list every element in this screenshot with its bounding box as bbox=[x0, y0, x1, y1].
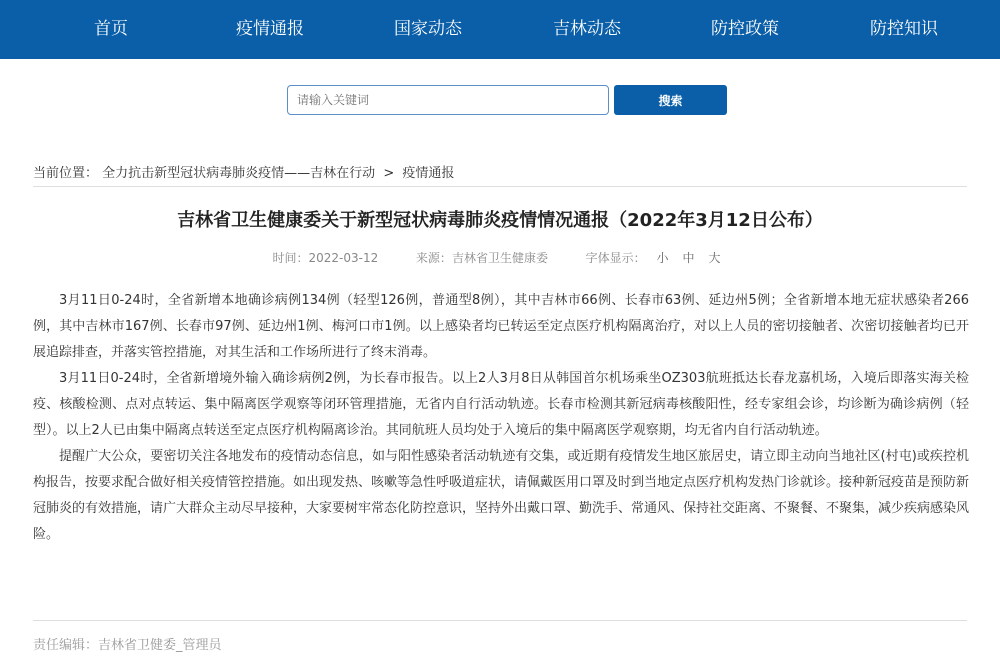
top-navbar bbox=[0, 0, 1000, 59]
nav-item-label: 疫情通报 bbox=[236, 19, 304, 39]
breadcrumb-link-jilin-action[interactable]: 全力抗击新型冠状病毒肺炎疫情——吉林在行动 bbox=[102, 166, 376, 181]
breadcrumb-link-epidemic-report[interactable]: 疫情通报 bbox=[402, 166, 455, 181]
article-title: 吉林省卫生健康委关于新型冠状病毒肺炎疫情情况通报（2022年3月12日公布） bbox=[177, 210, 823, 231]
nav-item-label: 国家动态 bbox=[394, 19, 462, 39]
font-size-large-button[interactable]: 大 bbox=[708, 251, 721, 265]
breadcrumb-prefix: 当前位置： bbox=[33, 166, 99, 181]
nav-item-prevention-knowledge[interactable] bbox=[834, 0, 974, 59]
article-paragraph: 3月11日0-24时，全省新增境外输入确诊病例2例，为长春市报告。以上2人3月8日从韩国首尔机场乘坐OZ303航班抵达长春龙嘉机场，入境后即落实海关检疫、核酸检测、点对点转运、集中隔离医学观察等闭环管理措施，无省内自行活动轨迹。长春市检测其新冠病毒核酸阳性，经专家组会诊，均诊断为确诊病例（轻型）。以上2人已由集中隔离点转送至定点医疗机构隔离诊治。其同航班人员均处于入境后的集中隔离医学观察期，均无省内自行活动轨迹。 bbox=[33, 371, 969, 438]
responsible-editor bbox=[33, 634, 222, 653]
nav-item-label: 防控政策 bbox=[711, 19, 779, 39]
nav-item-jilin-news[interactable] bbox=[517, 0, 657, 59]
nav-item-label: 吉林动态 bbox=[553, 19, 621, 39]
editor-label: 责任编辑： bbox=[33, 638, 99, 653]
nav-item-label: 防控知识 bbox=[870, 19, 938, 39]
nav-item-label: 首页 bbox=[94, 19, 128, 39]
footer-divider bbox=[33, 620, 967, 621]
nav-item-epidemic-report[interactable] bbox=[200, 0, 340, 59]
article-body bbox=[33, 288, 969, 548]
search-input[interactable] bbox=[287, 85, 609, 115]
nav-item-national-news[interactable] bbox=[358, 0, 498, 59]
breadcrumb bbox=[33, 162, 454, 181]
source-label: 来源： bbox=[415, 251, 452, 265]
search-button[interactable]: 搜索 bbox=[614, 85, 727, 115]
time-value: 2022-03-12 bbox=[308, 251, 379, 265]
article-paragraph: 提醒广大公众，要密切关注各地发布的疫情动态信息，如与阳性感染者活动轨迹有交集，或近期有疫情发生地区旅居史，请立即主动向当地社区(村屯)或疾控机构报告，按要求配合做好相关疫情管控措施。如出现发热、咳嗽等急性呼吸道症状，请佩戴医用口罩及时到当地定点医疗机构发热门诊就诊。接种新冠疫苗是预防新冠肺炎的有效措施，请广大群众主动尽早接种，大家要树牢常态化防控意识，坚持外出戴口罩、勤洗手、常通风、保持社交距离、不聚餐、不聚集，减少疾病感染风险。 bbox=[33, 449, 970, 542]
font-size-small-button[interactable]: 小 bbox=[656, 251, 669, 265]
font-size-medium-button[interactable]: 中 bbox=[682, 251, 695, 265]
article-paragraph: 3月11日0-24时，全省新增本地确诊病例134例（轻型126例，普通型8例），其中吉林市66例、长春市63例、延边州5例；全省新增本地无症状感染者266例，其中吉林市167例、长春市97例、延边州1例、梅河口市1例。以上感染者均已转运至定点医疗机构隔离治疗，对以上人员的密切接触者、次密切接触者均已开展追踪排查，并落实管控措施，对其生活和工作场所进行了终末消毒。 bbox=[33, 293, 969, 360]
source-value: 吉林省卫生健康委 bbox=[451, 251, 548, 265]
time-label: 时间： bbox=[272, 251, 309, 265]
nav-item-home[interactable] bbox=[41, 0, 181, 59]
nav-item-prevention-policy[interactable] bbox=[675, 0, 815, 59]
article-meta bbox=[0, 249, 1000, 266]
breadcrumb-divider bbox=[33, 186, 967, 187]
font-size-label: 字体显示： bbox=[585, 251, 646, 265]
breadcrumb-separator: > bbox=[383, 166, 395, 181]
editor-value: 吉林省卫健委_管理员 bbox=[98, 638, 222, 653]
